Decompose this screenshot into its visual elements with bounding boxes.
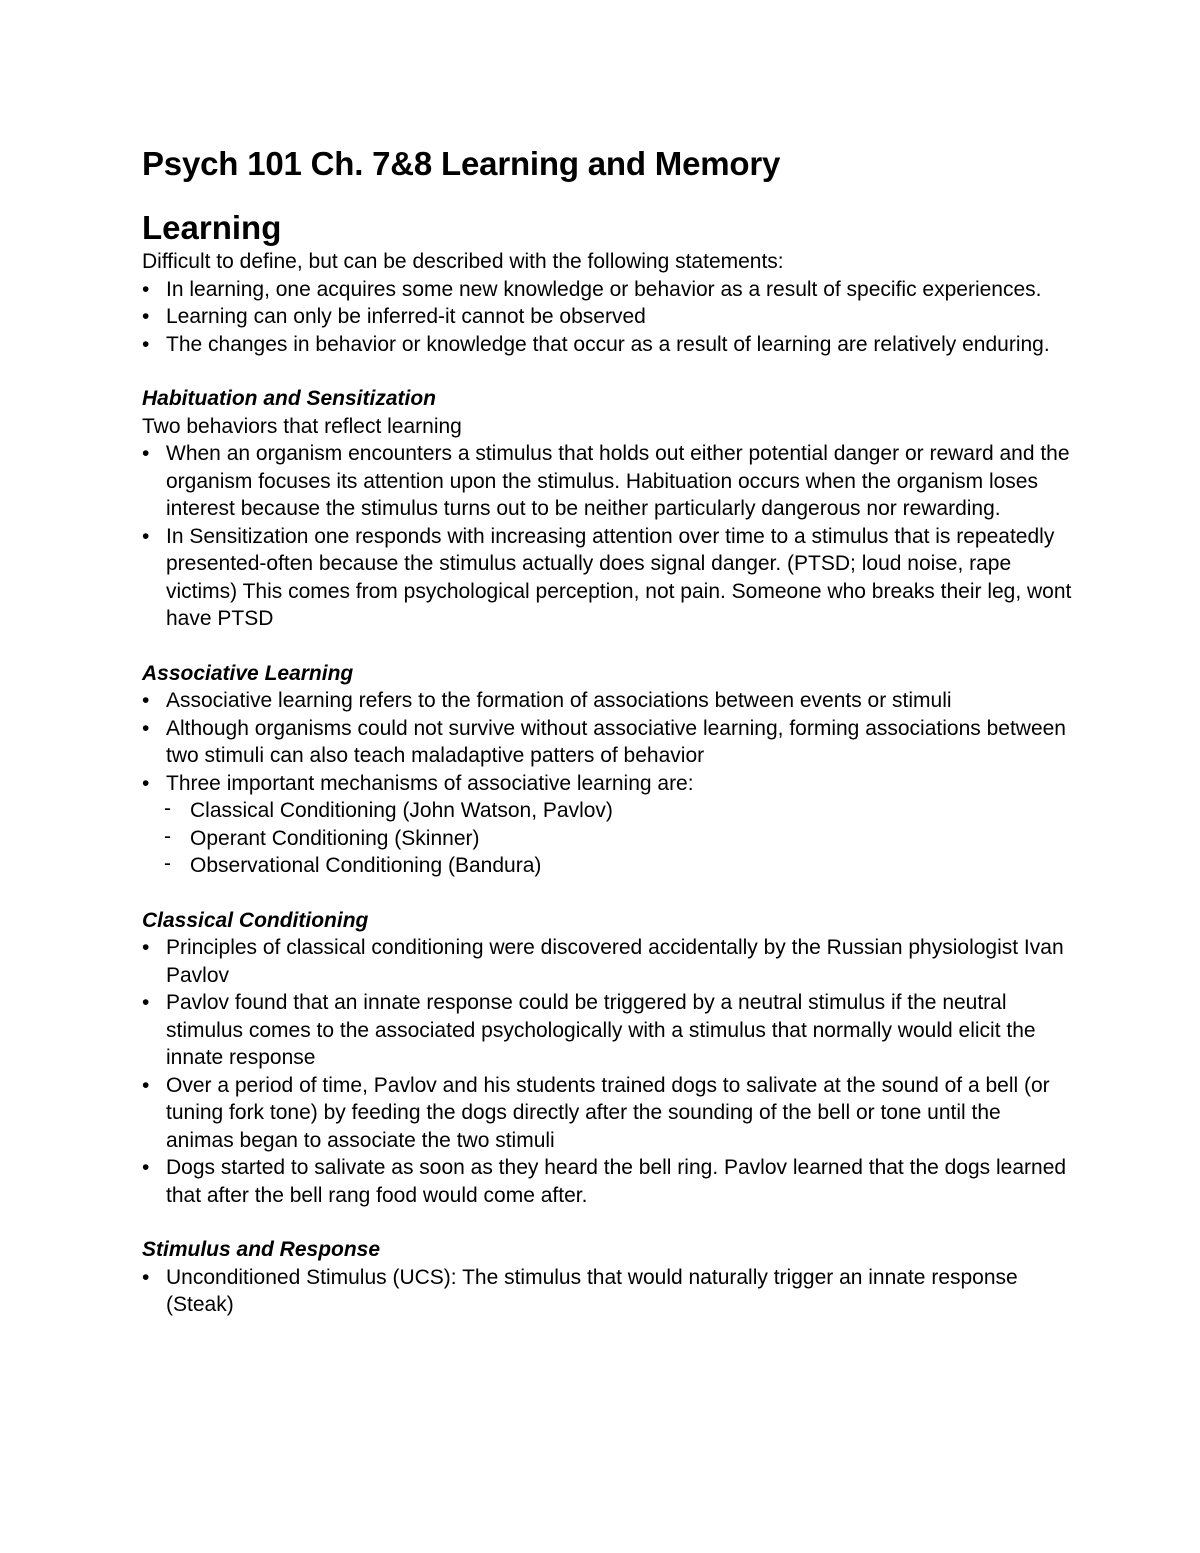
habituation-bullet-list xyxy=(142,440,1072,633)
bullet-icon: • xyxy=(142,1265,150,1289)
list-item-text: In Sensitization one responds with increasing attention over time to a stimulus that is repeatedly presented-often because the stimulus actually does signal danger. (PTSD; loud noise, rape victims) This comes from psychological perception, not pain. Someone who breaks their leg, wont have PTSD xyxy=(166,524,1072,630)
list-item xyxy=(142,1264,1072,1319)
sublist-item xyxy=(142,825,1072,853)
list-item xyxy=(142,934,1072,989)
section-heading-learning: Learning xyxy=(142,209,282,246)
list-item xyxy=(142,687,1072,715)
list-item-text: Principles of classical conditioning were discovered accidentally by the Russian physiologist Ivan Pavlov xyxy=(166,936,1064,987)
sublist-item-text: Operant Conditioning (Skinner) xyxy=(190,826,480,850)
list-item xyxy=(142,276,1072,304)
list-item xyxy=(142,303,1072,331)
sublist-item xyxy=(142,797,1072,825)
bullet-icon: • xyxy=(142,936,150,959)
bullet-icon: • xyxy=(142,524,150,548)
list-item xyxy=(142,523,1072,633)
list-item-text: When an organism encounters a stimulus that holds out either potential danger or reward and the organism focuses its attention upon the stimulus. Habituation occurs when the organism loses interest because the stimulus turns out to be neither particularly dangerous nor rewarding. xyxy=(166,442,1070,520)
bullet-icon: • xyxy=(142,277,150,301)
bullet-icon: • xyxy=(142,689,150,712)
bullet-icon: • xyxy=(142,716,150,740)
mechanism-sublist xyxy=(142,797,1072,880)
list-item xyxy=(142,1154,1072,1209)
subheading-stimulus-response: Stimulus and Response xyxy=(142,1238,381,1261)
subheading-associative-learning: Associative Learning xyxy=(142,661,354,685)
dash-icon: - xyxy=(164,852,171,875)
bullet-icon: • xyxy=(142,442,150,465)
document-title: Psych 101 Ch. 7&8 Learning and Memory xyxy=(142,145,781,182)
subheading-habituation: Habituation and Sensitization xyxy=(142,387,437,410)
list-item xyxy=(142,331,1072,359)
sublist-item-text: Classical Conditioning (John Watson, Pavlov) xyxy=(190,799,613,822)
list-item xyxy=(142,1072,1072,1155)
document-page xyxy=(142,140,1072,1319)
bullet-icon: • xyxy=(142,771,150,795)
bullet-icon: • xyxy=(142,1073,150,1097)
list-item xyxy=(142,770,1072,880)
associative-bullet-list xyxy=(142,687,1072,880)
list-item-text: The changes in behavior or knowledge that occur as a result of learning are relatively enduring. xyxy=(166,332,1050,356)
list-item xyxy=(142,989,1072,1072)
list-item xyxy=(142,440,1072,523)
learning-bullet-list xyxy=(142,276,1072,359)
subheading-classical-conditioning: Classical Conditioning xyxy=(142,908,369,932)
classical-bullet-list xyxy=(142,934,1072,1209)
learning-intro: Difficult to define, but can be described with the following statements: xyxy=(142,250,784,273)
list-item xyxy=(142,715,1072,770)
list-item-text: Dogs started to salivate as soon as they heard the bell ring. Pavlov learned that the dogs learned that after the bell rang food would come after. xyxy=(166,1156,1067,1207)
sublist-item-text: Observational Conditioning (Bandura) xyxy=(190,854,542,877)
bullet-icon: • xyxy=(142,991,150,1014)
dash-icon: - xyxy=(164,824,171,848)
list-item-text: Over a period of time, Pavlov and his students trained dogs to salivate at the sound of a bell (or tuning fork tone) by feeding the dogs directly after the sounding of the bell or tone until the animas began to associate the two stimuli xyxy=(166,1073,1050,1152)
list-item-text: Learning can only be inferred-it cannot be observed xyxy=(166,305,646,328)
list-item-text: Associative learning refers to the formation of associations between events or stimuli xyxy=(166,689,952,712)
list-item-text: Unconditioned Stimulus (UCS): The stimulus that would naturally trigger an innate response (Steak) xyxy=(166,1265,1018,1316)
bullet-icon: • xyxy=(142,305,150,328)
list-item-text: Three important mechanisms of associative learning are: xyxy=(166,771,694,795)
list-item-text: Pavlov found that an innate response could be triggered by a neutral stimulus if the neutral stimulus comes to the associated psychologically with a stimulus that normally would elicit the innate response xyxy=(166,991,1036,1069)
habituation-intro: Two behaviors that reflect learning xyxy=(142,414,462,438)
dash-icon: - xyxy=(164,797,171,820)
stimulus-bullet-list xyxy=(142,1264,1072,1319)
bullet-icon: • xyxy=(142,1156,150,1179)
list-item-text: Although organisms could not survive without associative learning, forming associations between two stimuli can also teach maladaptive patters of behavior xyxy=(166,716,1066,767)
bullet-icon: • xyxy=(142,332,150,356)
sublist-item xyxy=(142,852,1072,880)
list-item-text: In learning, one acquires some new knowledge or behavior as a result of specific experiences. xyxy=(166,277,1042,301)
